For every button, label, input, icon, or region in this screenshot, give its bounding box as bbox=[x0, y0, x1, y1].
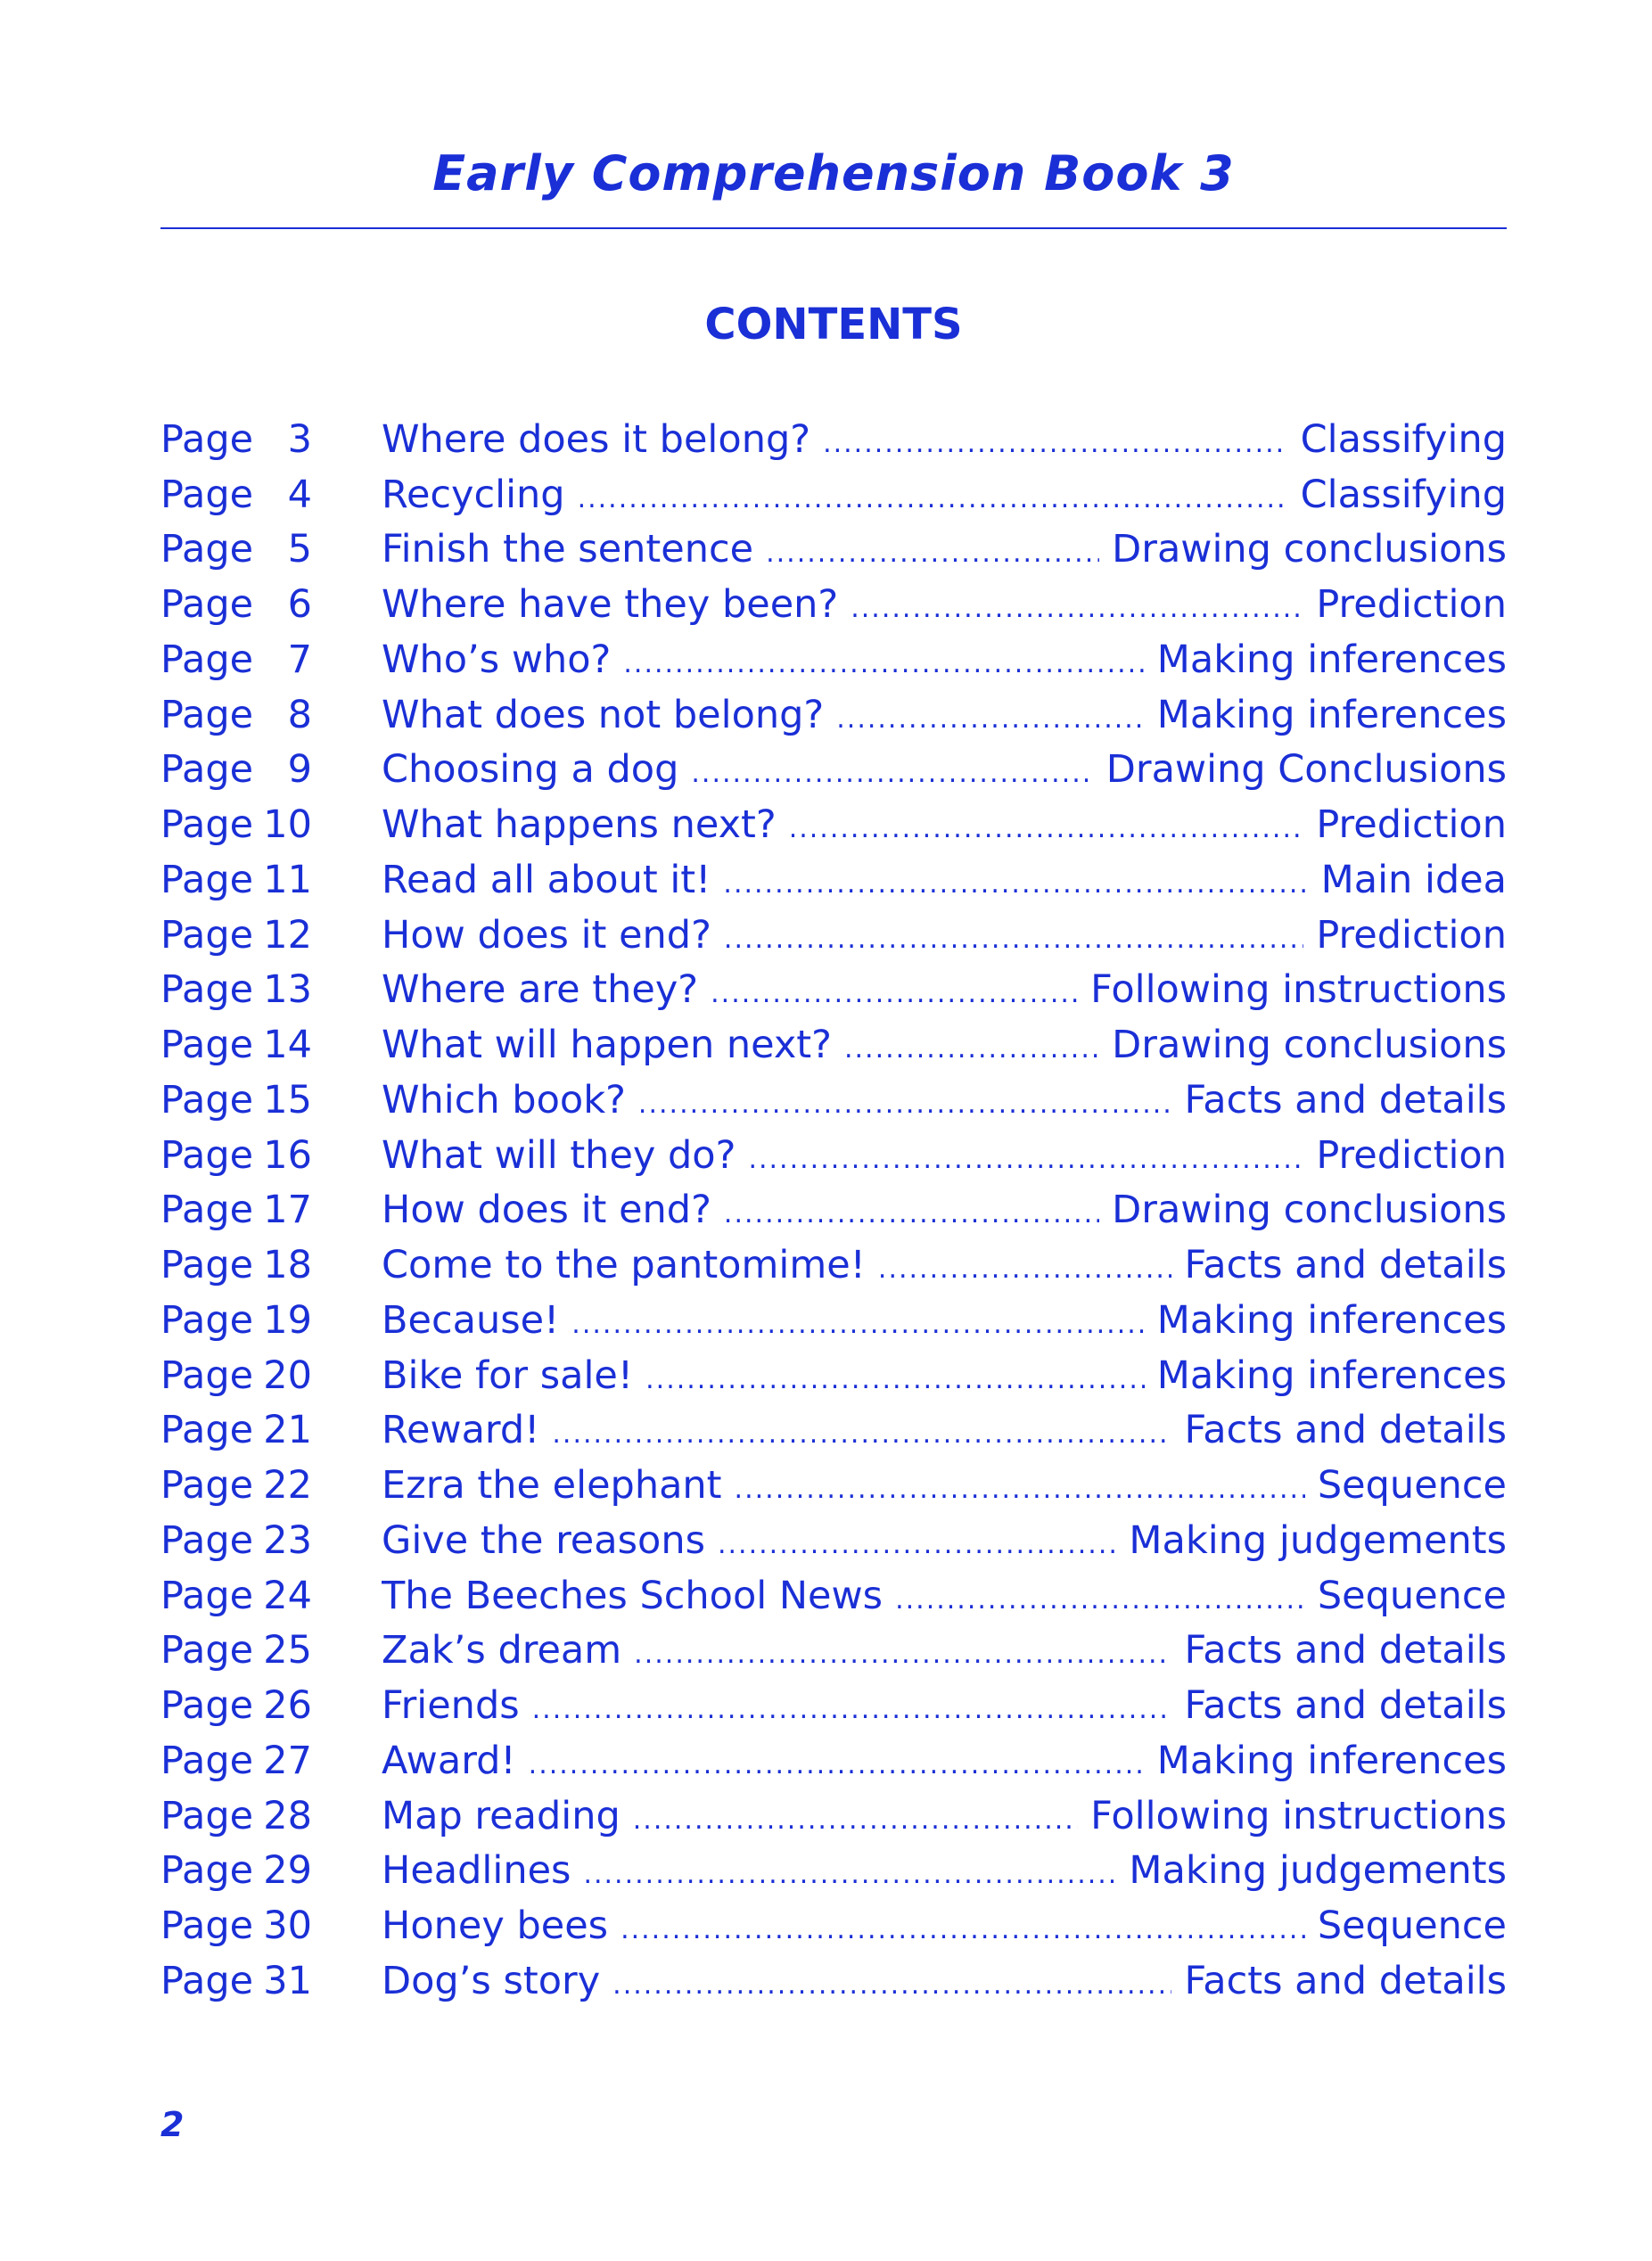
toc-entry bbox=[382, 802, 1507, 847]
toc-entry bbox=[382, 747, 1507, 792]
toc-entry bbox=[382, 1574, 1507, 1618]
dot-leader bbox=[634, 1639, 1171, 1670]
toc-entry-title: Where does it belong? bbox=[382, 416, 811, 462]
toc-page-label: Page bbox=[160, 747, 254, 793]
toc-entry bbox=[382, 1518, 1507, 1563]
toc-entry-title: Come to the pantomime! bbox=[382, 1243, 866, 1288]
toc-page-number: 25 bbox=[263, 1628, 312, 1673]
toc-entry-skill: Facts and details bbox=[1184, 1077, 1507, 1122]
toc-row bbox=[160, 1348, 1507, 1403]
toc-page-number: 13 bbox=[263, 967, 312, 1013]
toc-row bbox=[160, 1017, 1507, 1073]
dot-leader bbox=[789, 813, 1304, 844]
toc-entry bbox=[382, 637, 1507, 682]
toc-entry-title: Map reading bbox=[382, 1793, 621, 1838]
dot-leader bbox=[836, 703, 1145, 735]
toc-entry-title: How does it end? bbox=[382, 1188, 711, 1233]
dot-leader bbox=[645, 1364, 1145, 1395]
dot-leader bbox=[571, 1309, 1144, 1340]
toc-entry-title: Zak’s dream bbox=[382, 1628, 622, 1673]
toc-entry-title: What happens next? bbox=[382, 802, 777, 848]
toc-entry-skill: Making judgements bbox=[1129, 1848, 1507, 1894]
toc-entry-skill: Facts and details bbox=[1184, 1683, 1507, 1729]
toc-entry-title: Who’s who? bbox=[382, 637, 612, 682]
toc-entry-skill: Drawing conclusions bbox=[1112, 527, 1507, 572]
toc-entry-skill: Making inferences bbox=[1156, 692, 1507, 737]
toc-entry-title: Where are they? bbox=[382, 967, 699, 1013]
toc-page-number: 24 bbox=[263, 1573, 312, 1618]
toc-entry-title: Choosing a dog bbox=[382, 747, 679, 793]
toc-entry bbox=[382, 473, 1507, 517]
dot-leader bbox=[724, 924, 1303, 955]
toc-entry bbox=[382, 1243, 1507, 1287]
toc-page-number: 6 bbox=[287, 582, 312, 628]
toc-entry-skill: Following instructions bbox=[1090, 1793, 1507, 1838]
toc-entry-skill: Drawing Conclusions bbox=[1105, 747, 1507, 793]
toc-entry-skill: Sequence bbox=[1317, 1463, 1507, 1509]
toc-entry-title: Because! bbox=[382, 1297, 560, 1343]
toc-page-label: Page bbox=[160, 1352, 254, 1398]
toc-entry-title: Ezra the elephant bbox=[382, 1463, 722, 1509]
toc-entry-title: Bike for sale! bbox=[382, 1352, 634, 1398]
toc-entry-title: Friends bbox=[382, 1683, 520, 1729]
toc-page-number: 14 bbox=[263, 1023, 312, 1068]
toc-row bbox=[160, 1073, 1507, 1128]
toc-page-number: 5 bbox=[287, 527, 312, 572]
title-divider bbox=[160, 227, 1507, 229]
toc-page-number: 18 bbox=[263, 1243, 312, 1288]
dot-leader bbox=[583, 1859, 1116, 1890]
toc-page-label: Page bbox=[160, 1738, 254, 1783]
contents-heading: CONTENTS bbox=[704, 300, 963, 349]
toc-page-label: Page bbox=[160, 416, 254, 462]
dot-leader bbox=[638, 1089, 1172, 1120]
dot-leader bbox=[711, 978, 1078, 1009]
toc-row bbox=[160, 1844, 1507, 1899]
toc-page-number: 28 bbox=[263, 1793, 312, 1838]
toc-page-label: Page bbox=[160, 1848, 254, 1894]
toc-row bbox=[160, 1788, 1507, 1844]
toc-page-label: Page bbox=[160, 1573, 254, 1618]
toc-entry-skill: Following instructions bbox=[1090, 967, 1507, 1013]
dot-leader bbox=[529, 1749, 1145, 1780]
dot-leader bbox=[612, 1969, 1171, 2001]
dot-leader bbox=[724, 1198, 1099, 1229]
toc-page-number: 29 bbox=[263, 1848, 312, 1894]
toc-row bbox=[160, 908, 1507, 963]
toc-entry-title: What will they do? bbox=[382, 1132, 736, 1178]
toc-entry-skill: Making inferences bbox=[1156, 637, 1507, 682]
toc-page-label: Page bbox=[160, 1297, 254, 1343]
toc-page-label: Page bbox=[160, 637, 254, 682]
toc-row bbox=[160, 1403, 1507, 1459]
toc-entry bbox=[382, 1023, 1507, 1067]
toc-page-number: 4 bbox=[287, 472, 312, 517]
toc-entry bbox=[382, 913, 1507, 958]
toc-entry-skill: Prediction bbox=[1316, 912, 1507, 958]
toc-entry-skill: Making judgements bbox=[1129, 1517, 1507, 1563]
toc-row bbox=[160, 577, 1507, 632]
toc-row bbox=[160, 632, 1507, 687]
toc-row bbox=[160, 412, 1507, 467]
toc-page-label: Page bbox=[160, 1077, 254, 1122]
toc-entry bbox=[382, 967, 1507, 1012]
dot-leader bbox=[851, 593, 1303, 624]
toc-entry bbox=[382, 1628, 1507, 1673]
toc-page-number: 12 bbox=[263, 912, 312, 958]
toc-row bbox=[160, 1293, 1507, 1348]
toc-entry bbox=[382, 1133, 1507, 1178]
dot-leader bbox=[718, 1529, 1116, 1560]
toc-entry-title: Give the reasons bbox=[382, 1517, 705, 1563]
toc-entry-skill: Facts and details bbox=[1184, 1408, 1507, 1453]
toc-entry bbox=[382, 1298, 1507, 1343]
dot-leader bbox=[748, 1144, 1303, 1175]
toc-page-label: Page bbox=[160, 967, 254, 1013]
toc-page-label: Page bbox=[160, 1517, 254, 1563]
toc-row bbox=[160, 1733, 1507, 1788]
toc-entry-title: Honey bees bbox=[382, 1903, 609, 1949]
toc-entry-title: Award! bbox=[382, 1738, 516, 1783]
toc-entry bbox=[382, 1408, 1507, 1452]
dot-leader bbox=[691, 758, 1093, 789]
toc-entry-title: The Beeches School News bbox=[382, 1573, 884, 1618]
toc-entry-skill: Drawing conclusions bbox=[1112, 1023, 1507, 1068]
dot-leader bbox=[578, 483, 1288, 514]
toc-page-label: Page bbox=[160, 1463, 254, 1509]
toc-page-number: 7 bbox=[287, 637, 312, 682]
toc-row bbox=[160, 1678, 1507, 1733]
toc-entry-skill: Facts and details bbox=[1184, 1243, 1507, 1288]
toc-page-label: Page bbox=[160, 527, 254, 572]
toc-entry-title: What will happen next? bbox=[382, 1023, 832, 1068]
dot-leader bbox=[621, 1914, 1305, 1945]
dot-leader bbox=[623, 648, 1144, 679]
toc-page-number: 8 bbox=[287, 692, 312, 737]
toc-row bbox=[160, 1898, 1507, 1953]
toc-page-label: Page bbox=[160, 1683, 254, 1729]
toc-page-label: Page bbox=[160, 1628, 254, 1673]
toc-row bbox=[160, 797, 1507, 852]
toc-page-number: 19 bbox=[263, 1297, 312, 1343]
toc-entry-skill: Making inferences bbox=[1156, 1352, 1507, 1398]
toc-row bbox=[160, 1624, 1507, 1679]
toc-row bbox=[160, 1953, 1507, 2009]
toc-entry-skill: Drawing conclusions bbox=[1112, 1188, 1507, 1233]
toc-entry bbox=[382, 1794, 1507, 1838]
toc-entry-title: Headlines bbox=[382, 1848, 571, 1894]
toc-page-number: 11 bbox=[263, 857, 312, 902]
toc-entry-skill: Prediction bbox=[1316, 802, 1507, 848]
toc-page-label: Page bbox=[160, 1408, 254, 1453]
dot-leader bbox=[552, 1418, 1171, 1450]
toc-entry-title: Where have they been? bbox=[382, 582, 839, 628]
toc-row bbox=[160, 1458, 1507, 1513]
toc-page-label: Page bbox=[160, 1132, 254, 1178]
toc-page-number: 17 bbox=[263, 1188, 312, 1233]
toc-page-number: 20 bbox=[263, 1352, 312, 1398]
dot-leader bbox=[844, 1033, 1099, 1065]
toc-entry-title: Which book? bbox=[382, 1077, 626, 1122]
toc-row bbox=[160, 467, 1507, 522]
toc-entry-skill: Facts and details bbox=[1184, 1628, 1507, 1673]
toc-page-number: 30 bbox=[263, 1903, 312, 1949]
toc-entry bbox=[382, 693, 1507, 737]
toc-row bbox=[160, 1183, 1507, 1238]
toc-page-label: Page bbox=[160, 912, 254, 958]
toc-page-label: Page bbox=[160, 1903, 254, 1949]
dot-leader bbox=[532, 1694, 1172, 1725]
toc-row bbox=[160, 1128, 1507, 1183]
toc-page-number: 27 bbox=[263, 1738, 312, 1783]
toc-page-number: 22 bbox=[263, 1463, 312, 1509]
toc-entry-title: Finish the sentence bbox=[382, 527, 754, 572]
toc-entry bbox=[382, 1353, 1507, 1398]
toc-entry-skill: Prediction bbox=[1316, 1132, 1507, 1178]
toc-entry-skill: Sequence bbox=[1317, 1573, 1507, 1618]
dot-leader bbox=[735, 1474, 1305, 1505]
toc-entry bbox=[382, 1903, 1507, 1948]
toc-entry-skill: Classifying bbox=[1300, 416, 1507, 462]
toc-page-number: 31 bbox=[263, 1958, 312, 2003]
toc-entry bbox=[382, 1739, 1507, 1783]
toc-entry-title: What does not belong? bbox=[382, 692, 825, 737]
toc-row bbox=[160, 1237, 1507, 1293]
dot-leader bbox=[823, 428, 1288, 459]
toc-entry-title: Dog’s story bbox=[382, 1958, 601, 2003]
toc-entry bbox=[382, 1848, 1507, 1893]
toc-entry-skill: Facts and details bbox=[1184, 1958, 1507, 2003]
toc-entry-title: Reward! bbox=[382, 1408, 540, 1453]
toc-page-label: Page bbox=[160, 582, 254, 628]
toc-row bbox=[160, 1513, 1507, 1568]
toc-entry bbox=[382, 527, 1507, 571]
toc-entry bbox=[382, 582, 1507, 627]
toc-page-number: 3 bbox=[287, 416, 312, 462]
toc-page-label: Page bbox=[160, 1188, 254, 1233]
toc-row bbox=[160, 852, 1507, 908]
toc-page-label: Page bbox=[160, 472, 254, 517]
toc-page-label: Page bbox=[160, 857, 254, 902]
toc-page-number: 23 bbox=[263, 1517, 312, 1563]
toc-row bbox=[160, 687, 1507, 743]
toc-entry bbox=[382, 1683, 1507, 1728]
toc-row bbox=[160, 1568, 1507, 1624]
dot-leader bbox=[633, 1805, 1078, 1836]
table-of-contents bbox=[160, 412, 1507, 2009]
toc-entry-skill: Classifying bbox=[1300, 472, 1507, 517]
toc-entry-skill: Making inferences bbox=[1156, 1297, 1507, 1343]
toc-entry bbox=[382, 417, 1507, 462]
toc-entry-skill: Making inferences bbox=[1156, 1738, 1507, 1783]
toc-page-label: Page bbox=[160, 692, 254, 737]
toc-row bbox=[160, 522, 1507, 578]
toc-entry-title: Read all about it! bbox=[382, 857, 711, 902]
dot-leader bbox=[766, 538, 1099, 569]
toc-entry bbox=[382, 1078, 1507, 1122]
toc-entry-title: Recycling bbox=[382, 472, 565, 517]
toc-entry-title: How does it end? bbox=[382, 912, 711, 958]
toc-page-label: Page bbox=[160, 1958, 254, 2003]
dot-leader bbox=[895, 1584, 1305, 1616]
toc-page-label: Page bbox=[160, 802, 254, 848]
toc-page-number: 10 bbox=[263, 802, 312, 848]
toc-entry-skill: Sequence bbox=[1317, 1903, 1507, 1949]
dot-leader bbox=[878, 1254, 1172, 1285]
toc-page-number: 26 bbox=[263, 1683, 312, 1729]
toc-page-label: Page bbox=[160, 1793, 254, 1838]
toc-entry bbox=[382, 1959, 1507, 2003]
toc-page-label: Page bbox=[160, 1243, 254, 1288]
toc-entry bbox=[382, 1463, 1507, 1508]
book-title: Early Comprehension Book 3 bbox=[432, 145, 1235, 201]
toc-page-number: 15 bbox=[263, 1077, 312, 1122]
toc-page-number: 21 bbox=[263, 1408, 312, 1453]
toc-page-number: 16 bbox=[263, 1132, 312, 1178]
toc-entry bbox=[382, 1188, 1507, 1232]
toc-entry-skill: Main idea bbox=[1320, 857, 1507, 902]
toc-page-number: 9 bbox=[287, 747, 312, 793]
toc-entry bbox=[382, 858, 1507, 902]
toc-row bbox=[160, 743, 1507, 798]
toc-row bbox=[160, 963, 1507, 1018]
toc-entry-skill: Prediction bbox=[1316, 582, 1507, 628]
page-number: 2 bbox=[160, 2105, 185, 2144]
dot-leader bbox=[723, 868, 1308, 900]
toc-page-label: Page bbox=[160, 1023, 254, 1068]
